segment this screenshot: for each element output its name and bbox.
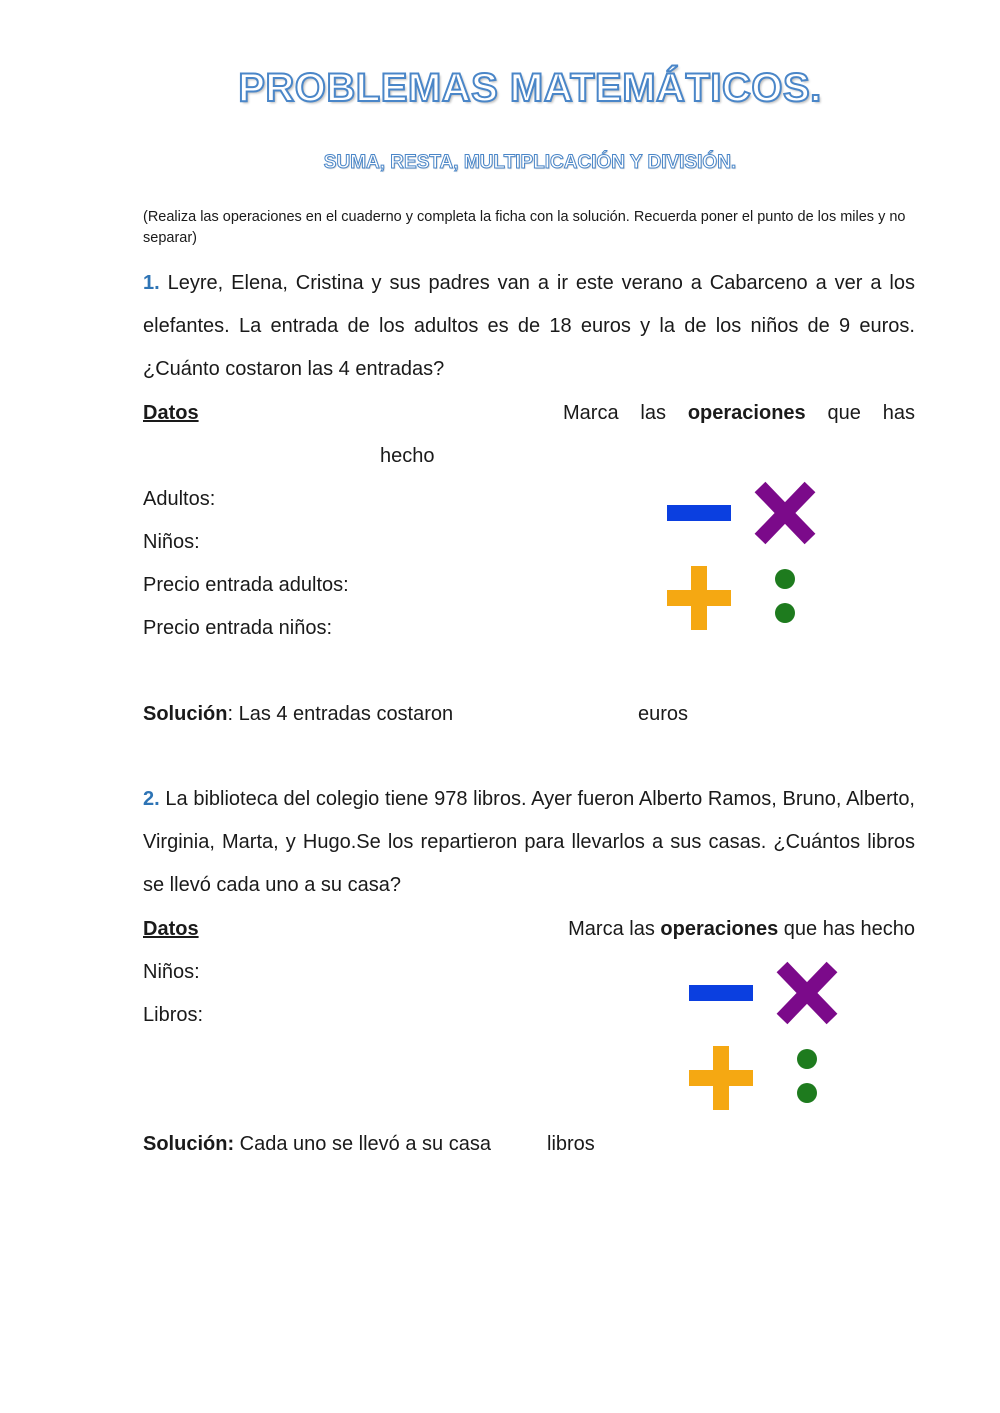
field-precio-ninos: Precio entrada niños: — [143, 617, 333, 639]
marca-text: que has hecho — [778, 918, 915, 940]
solution-text: Cada uno se llevó a su casa — [234, 1133, 491, 1155]
problem-1-datos-label: Datos — [143, 402, 199, 424]
marca-word: Marca — [563, 402, 619, 424]
problem-2-solution-unit: libros — [547, 1133, 595, 1155]
problem-2-datos-label: Datos — [143, 918, 199, 940]
solution-text: : Las 4 entradas costaron — [227, 703, 454, 725]
field-ninos-2: Niños: — [143, 961, 200, 983]
problem-1-marca-hecho: hecho — [380, 445, 435, 467]
marca-text: Marca las — [568, 918, 661, 940]
plus-icon[interactable] — [667, 566, 731, 630]
field-adultos: Adultos: — [143, 488, 216, 510]
marca-word: has — [882, 402, 915, 424]
divide-icon[interactable] — [796, 1049, 818, 1105]
problem-2-text: La biblioteca del colegio tiene 978 libros. Ayer fueron Alberto Ramos, Bruno, Alberto, Virginia, Marta, y Hugo.Se los repartieron para llevarlos a sus casas. ¿Cuántos libros se llevó cada uno a su casa? — [143, 788, 915, 896]
divide-icon[interactable] — [774, 569, 796, 625]
problem-1-number: 1. — [143, 272, 160, 294]
times-icon[interactable] — [774, 961, 840, 1025]
solution-label: Solución — [143, 703, 228, 725]
problem-1-text: Leyre, Elena, Cristina y sus padres van a ir este verano a Cabarceno a ver a los elefantes. La entrada de los adultos es de 18 euros y la de los niños de 9 euros. ¿Cuánto costaron las 4 entradas? — [143, 272, 916, 380]
field-libros: Libros: — [143, 1004, 204, 1026]
instructions: (Realiza las operaciones en el cuaderno y completa la ficha con la solución. Recuerda poner el punto de los miles y no separar) — [143, 209, 906, 246]
minus-icon[interactable] — [667, 505, 731, 521]
times-icon[interactable] — [752, 481, 818, 545]
problem-2-marca-instruction — [568, 917, 915, 941]
problem-1-statement — [143, 262, 915, 391]
problem-1-solution-unit: euros — [638, 703, 689, 725]
page-subtitle: SUMA, RESTA, MULTIPLICACIÓN Y DIVISIÓN. — [323, 152, 737, 173]
field-precio-adultos: Precio entrada adultos: — [143, 574, 349, 596]
marca-word-bold: operaciones — [687, 402, 806, 424]
problem-2-solution — [143, 1132, 491, 1156]
plus-icon[interactable] — [689, 1046, 753, 1110]
problem-2-statement — [143, 778, 915, 907]
marca-text-bold: operaciones — [660, 918, 779, 940]
page-title: PROBLEMAS MATEMÁTICOS. — [238, 66, 822, 110]
marca-word: que — [827, 402, 861, 424]
field-ninos: Niños: — [143, 531, 200, 553]
problem-2-number: 2. — [143, 788, 160, 810]
problem-1-solution — [143, 702, 453, 726]
solution-label: Solución: — [143, 1133, 235, 1155]
problem-1-marca-instruction — [563, 401, 915, 425]
marca-word: las — [640, 402, 666, 424]
minus-icon[interactable] — [689, 985, 753, 1001]
